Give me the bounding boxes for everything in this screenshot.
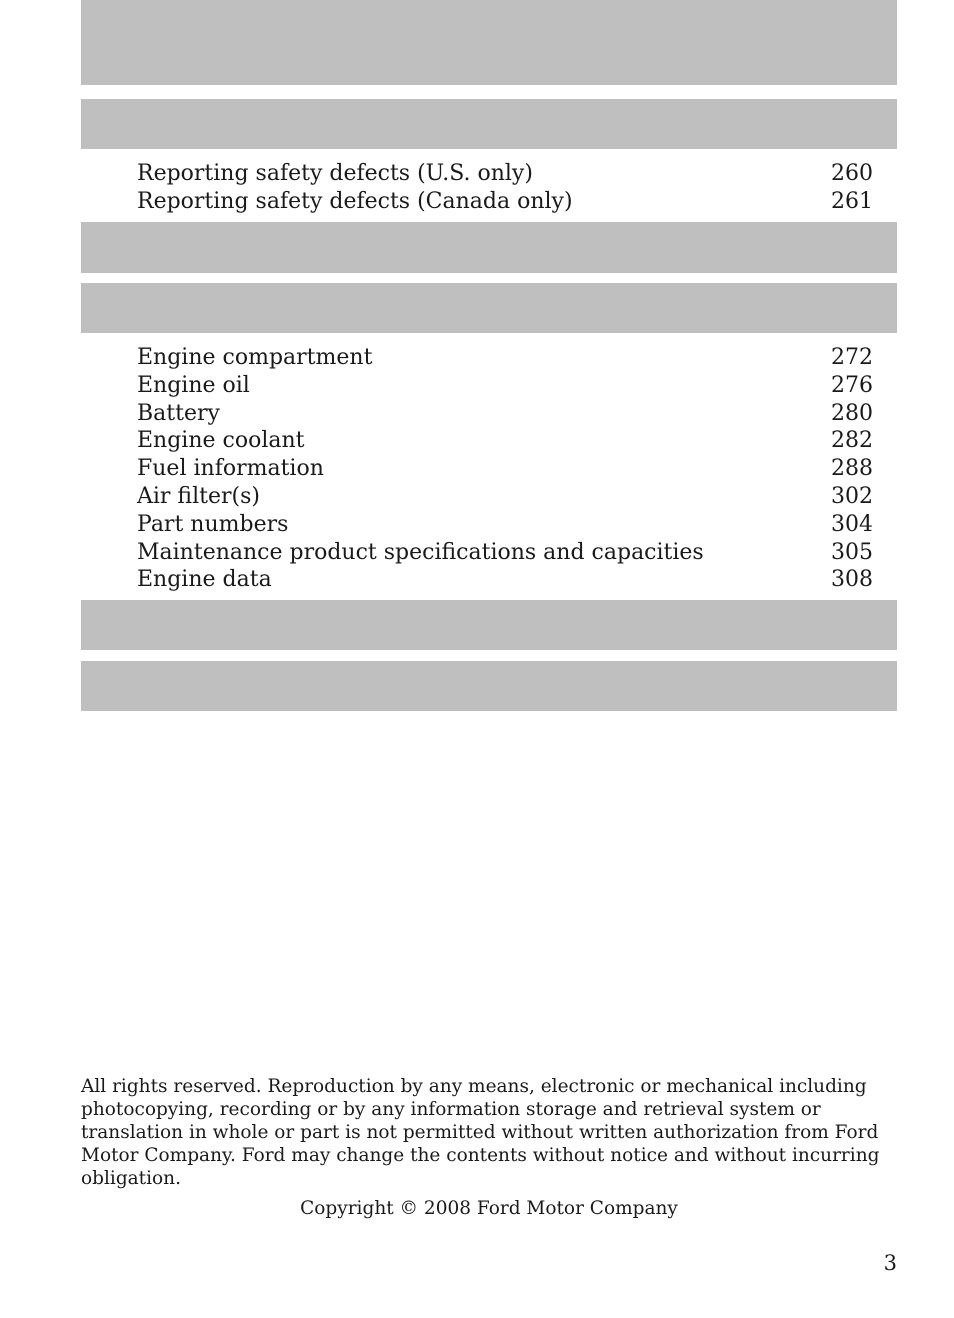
toc-entry-title: Part numbers: [137, 511, 289, 537]
toc-entry[interactable]: [137, 455, 873, 483]
toc-list-safety: [137, 160, 873, 216]
toc-entry[interactable]: [137, 160, 873, 188]
section-header-bar: [81, 661, 897, 711]
copyright-line: Copyright © 2008 Ford Motor Company: [300, 1198, 678, 1219]
toc-entry[interactable]: [137, 539, 873, 567]
section-header-bar: [81, 0, 897, 85]
toc-entry-title: Engine compartment: [137, 345, 373, 370]
toc-entry-page: 276: [831, 372, 873, 398]
section-header-bar: [81, 222, 897, 273]
toc-entry[interactable]: [137, 372, 873, 400]
toc-entry[interactable]: [137, 483, 873, 511]
toc-entry-page: 282: [831, 428, 873, 454]
toc-entry-title: Engine oil: [137, 372, 250, 398]
toc-entry-page: 308: [831, 567, 873, 593]
toc-entry[interactable]: [137, 188, 873, 216]
toc-entry-title: Engine data: [137, 567, 272, 593]
toc-entry-page: 288: [831, 456, 873, 482]
toc-entry-title: Maintenance product specifications and capacities: [137, 539, 704, 565]
toc-entry-page: 272: [831, 345, 873, 370]
toc-entry-page: 304: [831, 511, 873, 537]
legal-notice: All rights reserved. Reproduction by any means, electronic or mechanical including photocopying, recording or by any information storage and retrieval system or translation in whole or part is not permitted without written authorization from Ford Motor Company. Ford may change the contents without notice and without incurring obligation.: [81, 1076, 880, 1189]
section-header-bar: [81, 99, 897, 149]
toc-entry[interactable]: [137, 400, 873, 428]
toc-entry-title: Fuel information: [137, 456, 324, 482]
toc-entry[interactable]: [137, 511, 873, 539]
toc-entry-page: 280: [831, 400, 873, 426]
toc-list-maintenance: [137, 344, 873, 594]
toc-entry-page: 261: [831, 188, 873, 214]
toc-entry-title: Reporting safety defects (Canada only): [137, 188, 573, 214]
toc-entry-title: Reporting safety defects (U.S. only): [137, 161, 533, 186]
toc-entry-title: Battery: [137, 400, 220, 426]
toc-entry-title: Air filter(s): [137, 483, 260, 509]
section-header-bar: [81, 283, 897, 333]
toc-entry[interactable]: [137, 427, 873, 455]
section-header-bar: [81, 600, 897, 650]
toc-entry-title: Engine coolant: [137, 428, 305, 454]
page-number: 3: [883, 1251, 897, 1275]
toc-entry-page: 305: [831, 539, 873, 565]
toc-entry-page: 260: [831, 161, 873, 186]
toc-entry[interactable]: [137, 566, 873, 594]
toc-entry-page: 302: [831, 483, 873, 509]
toc-entry[interactable]: [137, 344, 873, 372]
